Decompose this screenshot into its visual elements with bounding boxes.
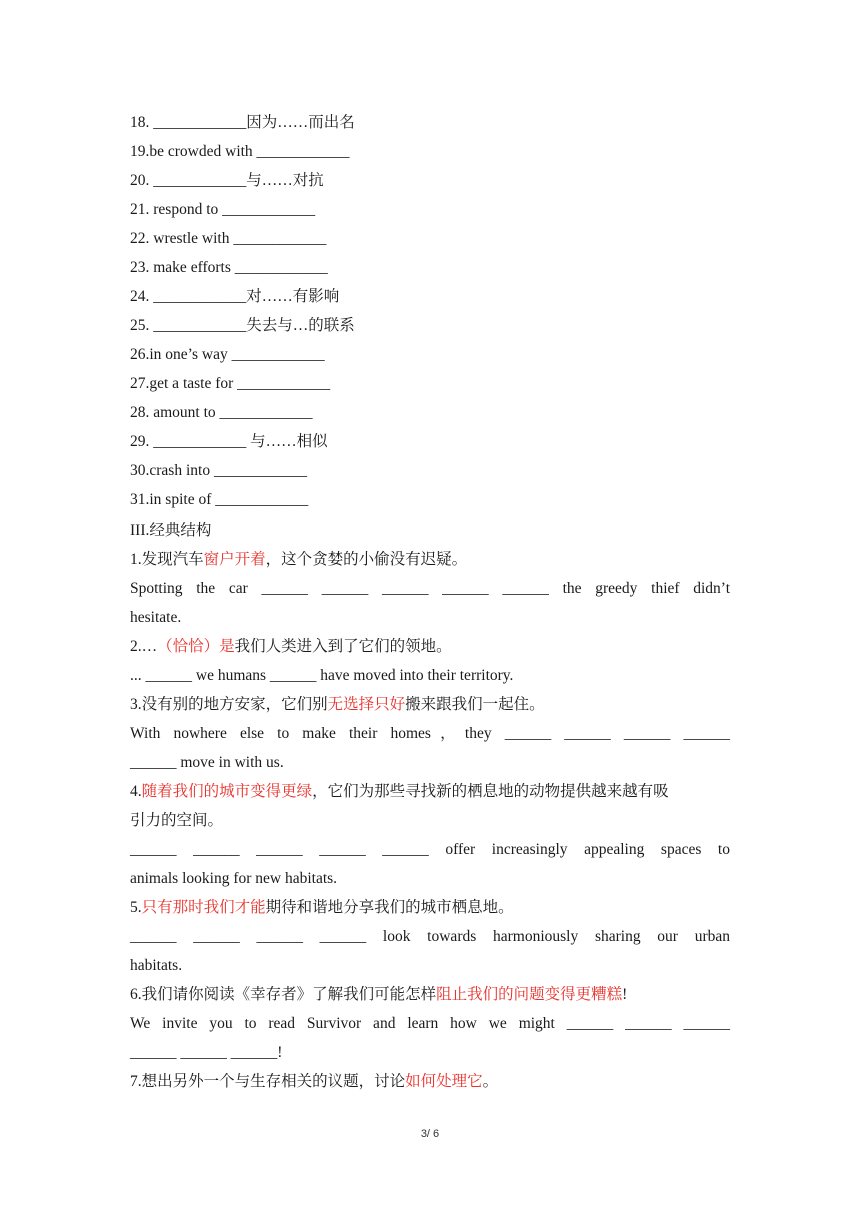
sentence-6-english-line-2: ______ ______ ______! xyxy=(130,1044,283,1061)
vocab-item-25: 25. ____________失去与…的联系 xyxy=(130,317,355,334)
vocab-item-28: 28. amount to ____________ xyxy=(130,404,313,421)
sentence-3-english-line-1: With nowhere else to make their homes，they ______ ______ ______ ______ xyxy=(130,725,730,742)
sentence-6-zh-suffix: ! xyxy=(622,986,628,1003)
vocab-item-29: 29. ____________ 与……相似 xyxy=(130,433,328,450)
sentence-6-zh-prefix: 6.我们请你阅读《幸存者》了解我们可能怎样 xyxy=(130,986,437,1003)
sentence-5-zh-suffix: 期待和谐地分享我们的城市栖息地。 xyxy=(265,899,514,916)
sentence-7-zh-highlight: 如何处理它 xyxy=(405,1073,483,1090)
sentence-1-zh-prefix: 1.发现汽车 xyxy=(130,551,204,568)
sentence-4-chinese-line-2: 引力的空间。 xyxy=(130,812,224,829)
sentence-4-zh-suffix: ，它们为那些寻找新的栖息地的动物提供越来越有吸 xyxy=(312,783,669,800)
vocab-item-30: 30.crash into ____________ xyxy=(130,462,307,479)
sentence-3-chinese xyxy=(130,690,730,719)
sentence-5-english-line-1: ______ ______ ______ ______ look towards harmoniously sharing our urban xyxy=(130,928,730,945)
sentence-2-zh-suffix: 我们人类进入到了它们的领地。 xyxy=(234,638,452,655)
vocab-item-21: 21. respond to ____________ xyxy=(130,201,316,218)
worksheet-content xyxy=(130,108,730,1096)
sentence-1-english-line-2: hesitate. xyxy=(130,609,182,626)
sentence-5-zh-prefix: 5. xyxy=(130,899,142,916)
sentence-1-zh-highlight: 窗户开着 xyxy=(203,551,266,568)
vocab-item-24: 24. ____________对……有影响 xyxy=(130,288,340,305)
vocab-item-20: 20. ____________与……对抗 xyxy=(130,172,324,189)
sentence-6-english-line-1: We invite you to read Survivor and learn how we might ______ ______ ______ xyxy=(130,1015,730,1032)
sentence-4-zh-prefix: 4. xyxy=(130,783,142,800)
sentence-5-english-line-2: habitats. xyxy=(130,957,183,974)
sentence-3-english-line-2: ______ move in with us. xyxy=(130,754,284,771)
sentence-6-chinese xyxy=(130,980,730,1009)
sentence-7-chinese xyxy=(130,1067,730,1096)
sentence-4-zh-highlight: 随着我们的城市变得更绿 xyxy=(141,783,313,800)
section-title: III.经典结构 xyxy=(130,522,212,539)
sentence-3-zh-highlight: 无选择只好 xyxy=(327,696,406,713)
sentence-6-zh-highlight: 阻止我们的问题变得更糟糕 xyxy=(436,986,623,1003)
vocab-item-23: 23. make efforts ____________ xyxy=(130,259,328,276)
sentence-7-zh-prefix: 7.想出另外一个与生存相关的议题，讨论 xyxy=(130,1073,406,1090)
sentence-1-english-line-1: Spotting the car ______ ______ ______ ______ ______ the greedy thief didn’t xyxy=(130,580,730,597)
vocab-item-19: 19.be crowded with ____________ xyxy=(130,143,350,160)
vocab-item-18: 18. ____________因为……而出名 xyxy=(130,114,355,131)
page-number: 3/ 6 xyxy=(420,1128,440,1140)
sentence-1-zh-suffix: ，这个贪婪的小偷没有迟疑。 xyxy=(265,551,468,568)
sentence-7-zh-suffix: 。 xyxy=(482,1073,499,1090)
sentence-3-zh-prefix: 3.没有别的地方安家，它们别 xyxy=(130,696,328,713)
sentence-2-chinese xyxy=(130,632,730,661)
sentence-3-zh-suffix: 搬来跟我们一起住。 xyxy=(405,696,545,713)
vocab-item-26: 26.in one’s way ____________ xyxy=(130,346,325,363)
sentence-4-chinese-line-1 xyxy=(130,777,730,806)
vocab-item-22: 22. wrestle with ____________ xyxy=(130,230,327,247)
vocab-item-31: 31.in spite of ____________ xyxy=(130,491,309,508)
sentence-4-english-line-1: ______ ______ ______ ______ ______ offer increasingly appealing spaces to xyxy=(130,841,730,858)
sentence-2-english-line-1: ... ______ we humans ______ have moved into their territory. xyxy=(130,667,514,684)
sentence-5-chinese xyxy=(130,893,730,922)
sentence-4-english-line-2: animals looking for new habitats. xyxy=(130,870,338,887)
sentence-2-zh-highlight: （恰恰）是 xyxy=(157,638,235,655)
sentence-2-zh-prefix: 2.… xyxy=(130,638,158,655)
sentence-1-chinese xyxy=(130,545,730,574)
vocab-item-27: 27.get a taste for ____________ xyxy=(130,375,331,392)
sentence-5-zh-highlight: 只有那时我们才能 xyxy=(141,899,266,916)
